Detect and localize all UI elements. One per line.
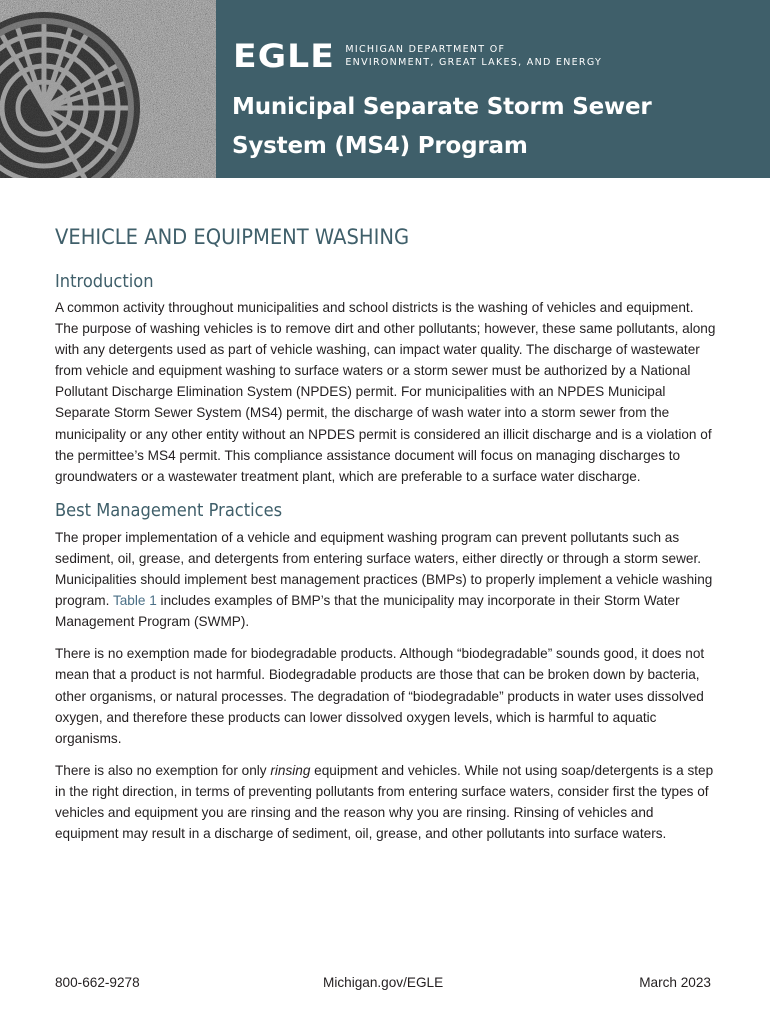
egle-wordmark: EGLE: [233, 37, 335, 75]
program-title-line2: System (MS4) Program: [232, 133, 528, 159]
agency-name: [345, 43, 602, 69]
bmp-paragraph-3-text-a: There is also no exemption for only: [55, 762, 271, 778]
footer-date: March 2023: [639, 975, 711, 990]
document-body: [55, 222, 717, 844]
table-1-link[interactable]: Table 1: [112, 593, 157, 609]
introduction-paragraph: A common activity throughout municipalities and school districts is the washing of vehicles and equipment. The purpose of washing vehicles is to remove dirt and other pollutants; however, these same pollutants, along with any detergents used as part of vehicle washing, can impact water quality. The discharge of wastewater from vehicle and equipment washing to surface waters or a storm sewer must be authorized by a National Pollutant Discharge Elimination System (NPDES) permit. For municipalities with an NPDES Municipal Separate Storm Sewer System (MS4) permit, the discharge of wash water into a storm sewer from the municipality or any other entity without an NPDES permit is considered an illicit discharge and is a violation of the permittee’s MS4 permit. This compliance assistance document will focus on managing discharges to groundwaters or a wastewater treatment plant, which are preferable to a surface water discharge.: [55, 300, 716, 484]
bmp-paragraph-3: [55, 760, 717, 844]
section-heading-introduction: Introduction: [55, 272, 154, 292]
storm-drain-grate-icon: [0, 0, 216, 178]
program-title: [232, 88, 752, 166]
agency-name-line2: ENVIRONMENT, GREAT LAKES, AND ENERGY: [345, 57, 603, 68]
bmp-paragraph-1: [55, 527, 717, 632]
section-heading-best-management-practices: Best Management Practices: [55, 500, 283, 521]
footer-website[interactable]: Michigan.gov/EGLE: [323, 975, 444, 990]
agency-name-line1: MICHIGAN DEPARTMENT OF: [345, 44, 506, 55]
bmp-paragraph-3-text-b: equipment and vehicles. While not using soap/detergents is a step in the right direction, in terms of preventing pollutants from entering surface waters, consider first the types of vehicles and equipment you are rinsing and the reason why you are rinsing. Rinsing of vehicles and equipment may result in a discharge of sediment, oil, grease, and other pollutants into surface waters.: [55, 762, 714, 842]
bmp-paragraph-1-text-b: includes examples of BMP’s that the municipality may incorporate in their Storm Water Management Program (SWMP).: [55, 593, 680, 630]
bmp-paragraph-2: There is no exemption made for biodegradable products. Although “biodegradable” sounds good, it does not mean that a product is not harmful. Biodegradable products are those that can be broken down by bacteria, other organisms, or natural processes. The degradation of “biodegradable” products in water uses dissolved oxygen, and therefore these products can lower dissolved oxygen levels, which is harmful to aquatic organisms.: [55, 646, 705, 746]
bmp-paragraph-1-text-a: The proper implementation of a vehicle and equipment washing program can prevent pollutants such as sediment, oil, grease, and detergents from entering surface waters, either directly or through a storm sewer. Municipalities should implement best management practices (BMPs) to properly implement a vehicle washing program.: [55, 529, 713, 609]
document-title: VEHICLE AND EQUIPMENT WASHING: [55, 225, 410, 249]
egle-logo: [233, 37, 603, 75]
footer-phone: 800-662-9278: [55, 975, 140, 990]
storm-drain-grate-photo: [0, 0, 216, 178]
program-title-line1: Municipal Separate Storm Sewer: [232, 94, 652, 120]
page-footer: [55, 975, 711, 995]
header-banner: [0, 0, 770, 178]
rinsing-emphasis: rinsing: [270, 762, 311, 778]
